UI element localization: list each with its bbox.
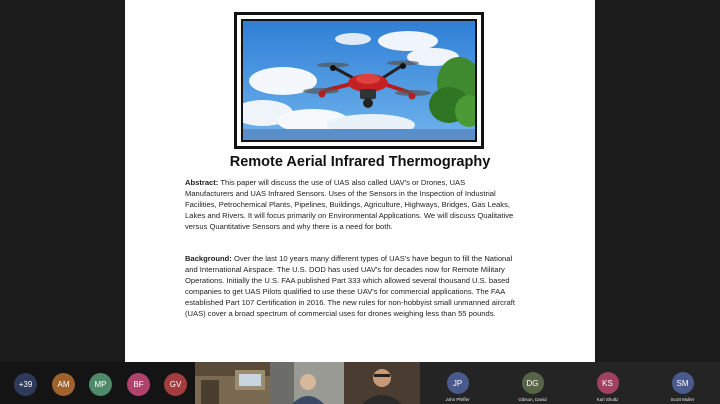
participant-video-feed	[344, 362, 420, 404]
abstract-text: This paper will discuss the use of UAS also called UAV's or Drones, UAS Manufacturers and UAS Infrared Sensors. Uses of the Sensors in the Inspection of Industrial Facilities, Petrochemical Plants, Pipelines, Buildings, Agriculture, Highways, Bridges, Gas Leaks, Lakes and Rivers. It will focus primarily on Environmental Applications. We will discuss Qualitative versus Quantitative Sensors and why there is a need for both.	[185, 178, 514, 231]
participant-avatar: JP	[447, 372, 469, 394]
participant-avatar: DG	[522, 372, 544, 394]
slide-photo-frame	[234, 12, 484, 149]
video-tile-room[interactable]	[195, 362, 270, 404]
shared-slide	[125, 0, 595, 362]
participant-name: Scott Muller	[670, 397, 695, 402]
participant-avatar[interactable]: AM	[52, 373, 75, 396]
participant-tile[interactable]	[645, 362, 720, 404]
background-label: Background:	[185, 254, 232, 263]
abstract-paragraph	[185, 178, 515, 233]
participant-avatar: SM	[672, 372, 694, 394]
participant-name: Karl Shultz	[596, 397, 619, 402]
participant-tile[interactable]	[495, 362, 570, 404]
participant-name: Gibson, David	[518, 397, 547, 402]
slide-title: Remote Aerial Infrared Thermography	[229, 154, 491, 170]
more-participants-button[interactable]: +39	[14, 373, 37, 396]
abstract-label: Abstract:	[185, 178, 219, 187]
participant-name: John Pfeffer	[445, 397, 470, 402]
background-text: Over the last 10 years many different types of UAS's have begun to fill the National and International Airspace. The U.S. DOD has used UAV's for decades now for Remote Military Operations. Initially the U.S. FAA published Part 333 which allowed several thousand U.S. based companies to get UAS Pilots qualified to use these UAV's for commercial applications. The FAA established Part 107 Certification in 2016. The new rules for non-hobbyist small unmanned aircraft (UAS) cover a broad spectrum of commercial uses for drones weighing less than 55 pounds.	[185, 254, 515, 318]
participant-avatar[interactable]: GV	[164, 373, 187, 396]
participant-tile[interactable]	[420, 362, 495, 404]
video-tile-speaker[interactable]	[270, 362, 344, 404]
drone-photo	[241, 19, 477, 142]
speaker-video-feed	[270, 362, 344, 404]
participant-avatar[interactable]: BF	[127, 373, 150, 396]
video-tile-participant[interactable]	[344, 362, 420, 404]
background-paragraph	[185, 254, 515, 319]
participant-avatar: KS	[597, 372, 619, 394]
participant-avatar[interactable]: MP	[89, 373, 112, 396]
participant-tile[interactable]	[570, 362, 645, 404]
room-video-feed	[195, 362, 270, 404]
